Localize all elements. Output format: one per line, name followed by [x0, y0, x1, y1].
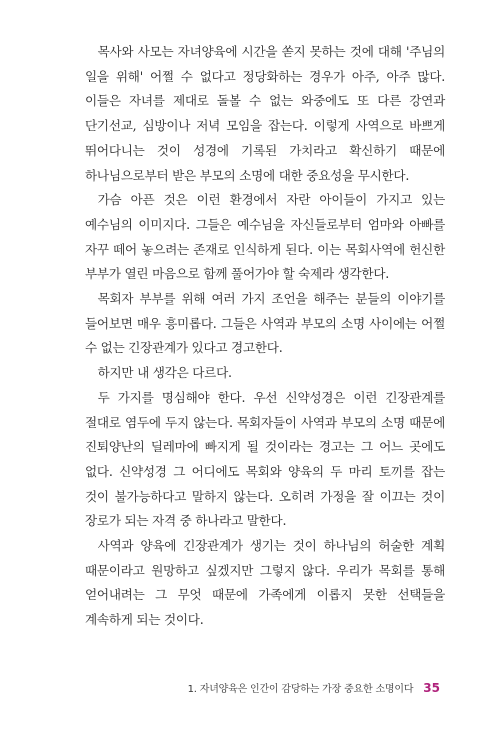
- paragraph-6: 사역과 양육에 긴장관계가 생기는 것이 하나님의 허술한 계획 때문이라고 원망하고 싶겠지만 그렇지 않다. 우리가 목회를 통해 얻어내려는 그 무엇 때문에 가족에게 이롭지 못한 선택들을 계속하게 되는 것이다.: [85, 538, 445, 628]
- running-title: 1. 자녀양육은 인간이 감당하는 가장 중요한 소명이다: [187, 684, 414, 695]
- paragraph-3: 목회자 부부를 위해 여러 가지 조언을 해주는 분들의 이야기를 들어보면 매우 흥미롭다. 그들은 사역과 부모의 소명 사이에는 어쩔 수 없는 긴장관계가 있다고 경고한다.: [85, 291, 445, 356]
- paragraph-1: 목사와 사모는 자녀양육에 시간을 쏟지 못하는 것에 대해 '주님의 일을 위해' 어쩔 수 없다고 정당화하는 경우가 아주, 아주 많다. 이들은 자녀를 제대로 돌볼 수 없는 와중에도 또 다른 강연과 단기선교, 심방이나 저녁 모임을 잡는다. 이렇게 사역으로 바쁘게 뛰어다니는 것이 성경에 기록된 가치라고 확신하기 때문에 하나님으로부터 받은 부모의 소명에 대한 중요성을 무시한다.: [85, 44, 445, 183]
- paragraph-5: 두 가지를 명심해야 한다. 우선 신약성경은 이런 긴장관계를 절대로 염두에 두지 않는다. 목회자들이 사역과 부모의 소명 때문에 진퇴양난의 딜레마에 빠지게 될 것이라는 경고는 그 어느 곳에도 없다. 신약성경 그 어디에도 목회와 양육의 두 마리 토끼를 잡는 것이 불가능하다고 말하지 않는다. 오히려 가정을 잘 이끄는 것이 장로가 되는 자격 중 하나라고 말한다.: [85, 389, 445, 529]
- page-number: 35: [423, 681, 440, 695]
- page-footer: [0, 681, 440, 697]
- paragraph-4: 하지만 내 생각은 다르다.: [97, 365, 232, 381]
- page-body: [85, 40, 445, 633]
- paragraph-2: 가슴 아픈 것은 이런 환경에서 자란 아이들이 가지고 있는 예수님의 이미지다. 그들은 예수님을 자신들로부터 엄마와 아빠를 자꾸 떼어 놓으려는 존재로 인식하게 된다. 이는 목회사역에 헌신한 부부가 열린 마음으로 함께 풀어가야 할 숙제라 생각한다.: [85, 192, 445, 282]
